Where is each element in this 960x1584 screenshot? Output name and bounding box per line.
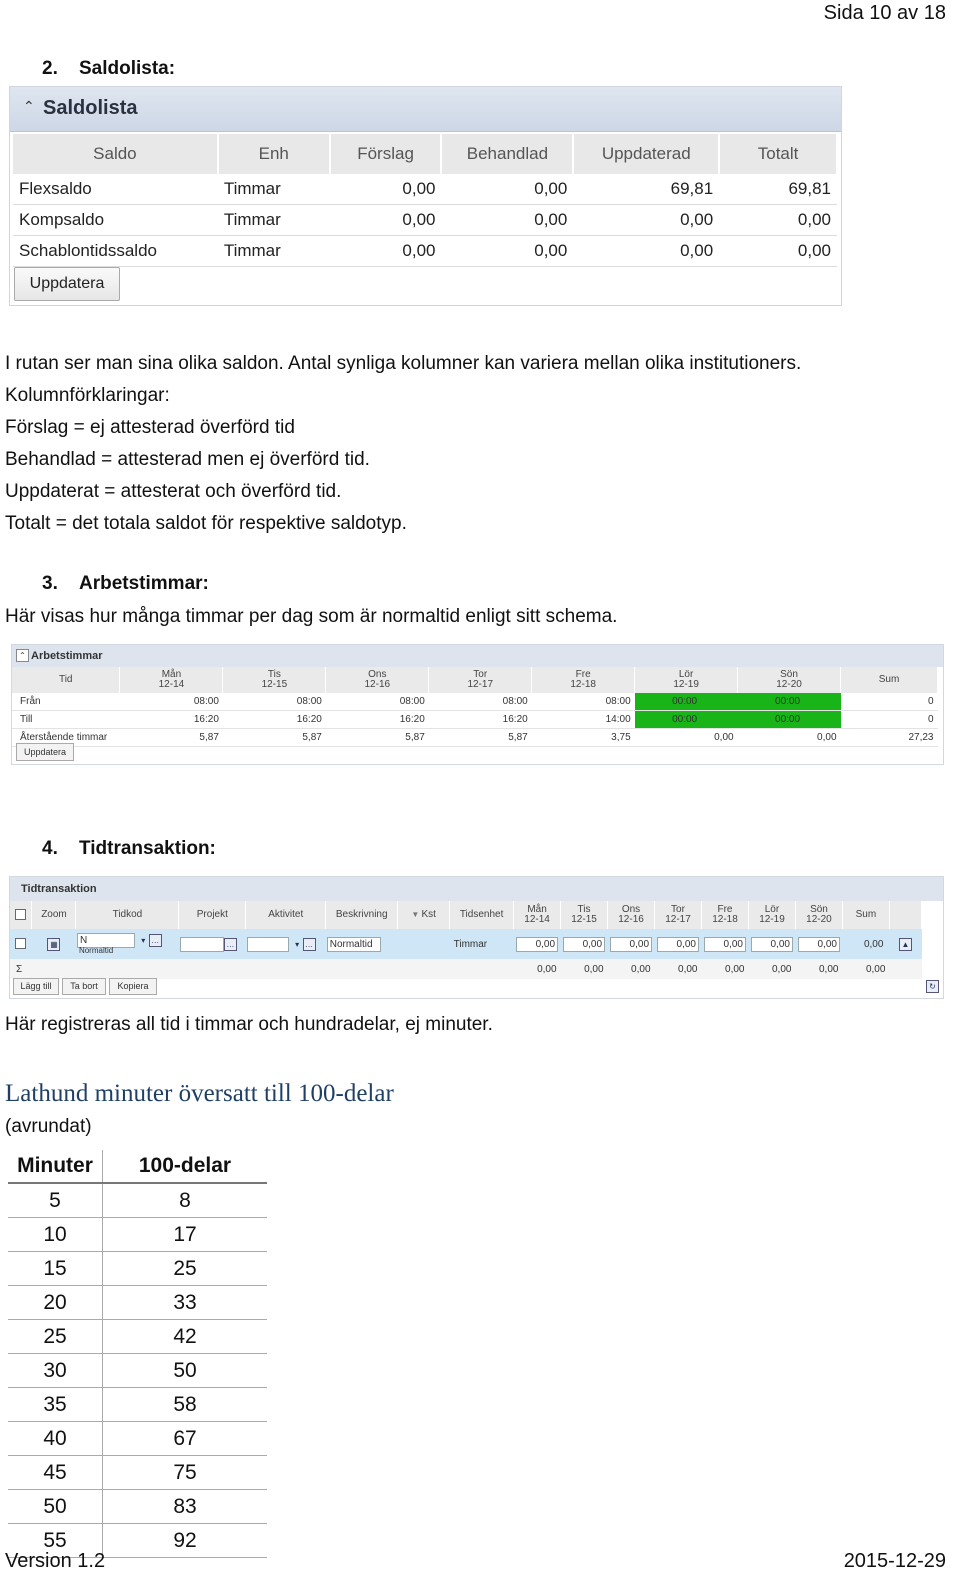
table-cell: 40 xyxy=(8,1422,103,1456)
refresh-icon[interactable]: ↻ xyxy=(926,980,939,993)
empty-cell xyxy=(32,959,76,979)
table-cell: Timmar xyxy=(218,174,330,205)
tidtransaktion-table xyxy=(10,901,922,979)
row-sum: 0,00 xyxy=(842,929,889,959)
section-2-title: Saldolista: xyxy=(79,58,176,79)
date-label: 12-16 xyxy=(364,679,391,690)
lookup-icon[interactable]: … xyxy=(149,934,162,947)
day-column-header xyxy=(841,667,938,693)
date-label: 12-16 xyxy=(618,914,644,925)
date-label: 12-14 xyxy=(524,914,550,925)
lathund-title: Lathund minuter översatt till 100-delar xyxy=(5,1080,394,1107)
column-header[interactable] xyxy=(32,901,76,929)
table-cell: 0,00 xyxy=(330,174,442,205)
date-label: 12-19 xyxy=(759,914,785,925)
day-column-header xyxy=(532,667,635,693)
tidkod-input[interactable]: N xyxy=(77,933,135,948)
table-cell: 67 xyxy=(103,1422,268,1456)
uppdatera-button[interactable]: Uppdatera xyxy=(16,743,74,761)
table-cell: Timmar xyxy=(218,236,330,267)
spacer-header xyxy=(889,901,921,929)
zoom-icon[interactable]: ▦ xyxy=(47,938,60,951)
table-cell: 0,00 xyxy=(330,205,442,236)
column-header[interactable]: Enh xyxy=(218,134,330,174)
table-cell: Från xyxy=(12,693,120,711)
table-cell: 83 xyxy=(103,1490,268,1524)
day-label: Tis xyxy=(267,669,281,680)
footer-date: 2015-12-29 xyxy=(843,1550,946,1572)
table-cell: 35 xyxy=(8,1388,103,1422)
day-column-header xyxy=(120,667,223,693)
column-label: Projekt xyxy=(196,909,228,920)
empty-cell xyxy=(76,959,179,979)
ta-bort-button[interactable]: Ta bort xyxy=(62,978,106,995)
table-cell: Till xyxy=(12,711,120,729)
table-cell[interactable]: 16:20 xyxy=(429,711,532,729)
empty-cell xyxy=(450,959,514,979)
empty-cell xyxy=(246,959,326,979)
lagg-till-button[interactable]: Lägg till xyxy=(13,978,59,995)
date-label: 12-17 xyxy=(665,914,691,925)
table-cell: 0,00 xyxy=(738,729,841,747)
total-cell: 0,00 xyxy=(795,959,842,979)
day-column-header xyxy=(738,667,841,693)
minuter-header: Minuter xyxy=(8,1150,103,1183)
hours-input[interactable]: 0,00 xyxy=(751,937,793,952)
column-header[interactable]: Uppdaterad xyxy=(573,134,719,174)
day-column-header xyxy=(702,901,749,929)
table-cell: 8 xyxy=(103,1183,268,1218)
day-column-header xyxy=(655,901,702,929)
column-header[interactable]: Saldo xyxy=(13,134,218,174)
table-cell: Schablontidssaldo xyxy=(13,236,218,267)
total-cell: 0,00 xyxy=(702,959,749,979)
table-row xyxy=(8,1456,267,1490)
table-cell[interactable]: 08:00 xyxy=(429,693,532,711)
text-line: I rutan ser man sina olika saldon. Antal synliga kolumner kan variera mellan olika institutioners. xyxy=(5,353,802,374)
tidsenhet-cell: Timmar xyxy=(450,929,514,959)
table-cell: 0 xyxy=(841,693,938,711)
date-label: 12-20 xyxy=(776,679,802,690)
chevron-down-icon[interactable]: ▾ xyxy=(295,939,300,949)
total-cell: 0,00 xyxy=(655,959,702,979)
table-cell[interactable]: 16:20 xyxy=(326,711,429,729)
table-cell: 3,75 xyxy=(532,729,635,747)
empty-cell xyxy=(179,959,246,979)
day-label: Sön xyxy=(810,904,828,915)
table-cell: 5,87 xyxy=(326,729,429,747)
table-cell: 69,81 xyxy=(573,174,719,205)
day-label: Sön xyxy=(780,669,798,680)
table-row xyxy=(8,1218,267,1252)
hours-input[interactable]: 0,00 xyxy=(563,937,605,952)
table-cell: 17 xyxy=(103,1218,268,1252)
column-header[interactable] xyxy=(179,901,246,929)
table-cell: 0,00 xyxy=(441,236,573,267)
aktivitet-input[interactable] xyxy=(247,937,289,952)
tidtransaktion-title: Tidtransaktion xyxy=(21,883,97,895)
date-label: 12-15 xyxy=(571,914,597,925)
table-row[interactable] xyxy=(13,205,837,236)
day-label: Fre xyxy=(575,669,591,680)
column-label: Kst xyxy=(421,909,436,920)
table-cell: Återstående timmar xyxy=(12,729,120,747)
day-column-header xyxy=(429,667,532,693)
totals-row xyxy=(10,959,922,979)
date-label: 12-14 xyxy=(158,679,185,690)
table-cell: 5,87 xyxy=(223,729,326,747)
table-cell: 42 xyxy=(103,1320,268,1354)
day-column-header xyxy=(795,901,842,929)
table-cell: 0,00 xyxy=(719,205,837,236)
day-label: Mån xyxy=(161,669,182,680)
table-cell: 0,00 xyxy=(573,236,719,267)
date-label: 12-18 xyxy=(712,914,738,925)
table-row xyxy=(8,1286,267,1320)
table-row xyxy=(12,729,938,747)
column-label: Tidkod xyxy=(112,909,143,920)
table-cell: 58 xyxy=(103,1388,268,1422)
text-line: Totalt = det totala saldot för respektive saldotyp. xyxy=(5,513,407,534)
day-label: Tor xyxy=(473,669,488,680)
table-cell[interactable]: 00:00 xyxy=(635,693,738,711)
empty-cell xyxy=(326,959,398,979)
table-row xyxy=(12,711,938,729)
column-explanations xyxy=(5,348,801,540)
table-row xyxy=(8,1252,267,1286)
table-cell: 75 xyxy=(103,1456,268,1490)
day-label: Ons xyxy=(621,904,641,915)
lathund-subtitle: (avrundat) xyxy=(5,1116,92,1137)
table-row xyxy=(8,1354,267,1388)
section-3-text: Här visas hur många timmar per dag som är normaltid enligt sitt schema. xyxy=(5,606,618,627)
day-label: Tor xyxy=(671,904,685,915)
day-label: Tid xyxy=(58,674,73,685)
table-cell[interactable]: 00:00 xyxy=(738,711,841,729)
column-header[interactable] xyxy=(326,901,398,929)
table-cell: Timmar xyxy=(218,205,330,236)
section-4-number: 4. xyxy=(42,838,58,859)
saldolista-table xyxy=(13,134,838,267)
table-cell[interactable]: 08:00 xyxy=(223,693,326,711)
total-cell: 0,00 xyxy=(514,959,561,979)
lookup-icon[interactable]: … xyxy=(224,938,237,951)
arbetstimmar-table xyxy=(12,667,938,747)
column-header[interactable] xyxy=(398,901,450,929)
table-cell[interactable]: 08:00 xyxy=(326,693,429,711)
page-number: Sida 10 av 18 xyxy=(823,2,946,24)
sum-header: Sum xyxy=(842,901,889,929)
text-line: Förslag = ej attesterad överförd tid xyxy=(5,417,295,438)
section-2-number: 2. xyxy=(42,58,58,79)
table-cell: 30 xyxy=(8,1354,103,1388)
arbetstimmar-panel xyxy=(11,644,944,765)
column-label: Aktivitet xyxy=(268,909,304,920)
section-4-text: Här registreras all tid i timmar och hundradelar, ej minuter. xyxy=(5,1014,493,1035)
kopiera-button[interactable]: Kopiera xyxy=(109,978,157,995)
saldolista-header[interactable] xyxy=(10,87,841,132)
table-cell: 27,23 xyxy=(841,729,938,747)
arbetstimmar-header[interactable] xyxy=(12,645,943,667)
saldolista-panel xyxy=(9,86,842,306)
table-cell: 69,81 xyxy=(719,174,837,205)
hours-input[interactable]: 0,00 xyxy=(704,937,746,952)
tidkod-hint: Normaltid xyxy=(78,946,114,955)
table-cell: 20 xyxy=(8,1286,103,1320)
date-label: 12-20 xyxy=(806,914,832,925)
total-cell: 0,00 xyxy=(608,959,655,979)
column-header[interactable] xyxy=(76,901,179,929)
empty-cell xyxy=(889,959,921,979)
section-4-title: Tidtransaktion: xyxy=(79,838,216,859)
select-all-header xyxy=(10,901,32,929)
table-cell: 0,00 xyxy=(441,205,573,236)
day-label: Lör xyxy=(764,904,780,915)
table-cell[interactable]: 14:00 xyxy=(532,711,635,729)
column-label: Zoom xyxy=(41,909,67,920)
hours-input[interactable]: 0,00 xyxy=(610,937,652,952)
table-row xyxy=(8,1320,267,1354)
table-cell[interactable]: 00:00 xyxy=(635,711,738,729)
table-cell: 0 xyxy=(841,711,938,729)
table-cell: 50 xyxy=(8,1490,103,1524)
text-line: Kolumnförklaringar: xyxy=(5,385,170,406)
table-cell[interactable]: 00:00 xyxy=(738,693,841,711)
date-label: 12-17 xyxy=(467,679,494,690)
text-line: Behandlad = attesterad men ej överförd tid. xyxy=(5,449,370,470)
date-label: 12-18 xyxy=(570,679,596,690)
hundradelar-header: 100-delar xyxy=(103,1150,268,1183)
hours-input[interactable]: 0,00 xyxy=(657,937,699,952)
day-column-header xyxy=(514,901,561,929)
collapse-icon[interactable]: ⌃ xyxy=(16,649,29,662)
table-cell: 5,87 xyxy=(120,729,223,747)
total-cell: 0,00 xyxy=(748,959,795,979)
table-cell[interactable]: 08:00 xyxy=(532,693,635,711)
table-cell: 33 xyxy=(103,1286,268,1320)
beskrivning-input[interactable]: Normaltid xyxy=(327,937,381,952)
table-cell: 45 xyxy=(8,1456,103,1490)
table-cell: 25 xyxy=(103,1252,268,1286)
table-cell: 5 xyxy=(8,1183,103,1218)
table-row xyxy=(12,693,938,711)
scroll-up-icon[interactable]: ▲ xyxy=(899,938,912,951)
table-row[interactable] xyxy=(13,174,837,205)
table-cell[interactable]: 16:20 xyxy=(223,711,326,729)
table-cell: 25 xyxy=(8,1320,103,1354)
table-row xyxy=(8,1422,267,1456)
table-cell: 0,00 xyxy=(719,236,837,267)
table-cell: 0,00 xyxy=(441,174,573,205)
total-cell: 0,00 xyxy=(842,959,889,979)
day-label: Tis xyxy=(577,904,591,915)
chevron-down-icon[interactable]: ▾ xyxy=(141,936,146,945)
column-header[interactable] xyxy=(246,901,326,929)
footer-version: Version 1.2 xyxy=(5,1550,106,1572)
saldolista-title: Saldolista xyxy=(43,97,138,119)
lathund-table xyxy=(8,1150,267,1558)
table-row xyxy=(8,1490,267,1524)
table-cell: Kompsaldo xyxy=(13,205,218,236)
hours-input[interactable]: 0,00 xyxy=(516,937,558,952)
day-column-header xyxy=(608,901,655,929)
day-label: Mån xyxy=(527,904,547,915)
day-column-header xyxy=(12,667,120,693)
uppdatera-button[interactable]: Uppdatera xyxy=(14,267,120,301)
column-label: Tidsenhet xyxy=(459,909,504,920)
date-label: 12-19 xyxy=(673,679,699,690)
total-cell: 0,00 xyxy=(561,959,608,979)
column-header[interactable] xyxy=(450,901,514,929)
table-row xyxy=(8,1183,267,1218)
collapse-icon[interactable]: ⌃ xyxy=(23,98,35,114)
table-row xyxy=(8,1388,267,1422)
table-cell[interactable]: 08:00 xyxy=(120,693,223,711)
day-column-header xyxy=(561,901,608,929)
date-label: 12-15 xyxy=(261,679,288,690)
table-cell: 50 xyxy=(103,1354,268,1388)
table-cell: Flexsaldo xyxy=(13,174,218,205)
sigma-label: Σ xyxy=(10,959,32,979)
day-column-header xyxy=(748,901,795,929)
hours-input[interactable]: 0,00 xyxy=(798,937,840,952)
section-3-number: 3. xyxy=(42,573,58,594)
column-header[interactable]: Förslag xyxy=(330,134,442,174)
table-cell: 0,00 xyxy=(330,236,442,267)
arbetstimmar-title: Arbetstimmar xyxy=(31,650,103,662)
day-label: Lör xyxy=(678,669,694,680)
table-cell: 15 xyxy=(8,1252,103,1286)
projekt-input[interactable] xyxy=(180,937,224,952)
table-cell: 55 xyxy=(8,1524,103,1558)
table-cell[interactable]: 16:20 xyxy=(120,711,223,729)
text-line: Uppdaterat = attesterat och överförd tid. xyxy=(5,481,342,502)
section-3-title: Arbetstimmar: xyxy=(79,573,209,594)
day-column-header xyxy=(635,667,738,693)
sort-down-icon: ▼ xyxy=(411,910,422,919)
column-label: Beskrivning xyxy=(335,909,388,920)
table-cell: 0,00 xyxy=(635,729,738,747)
table-cell: 10 xyxy=(8,1218,103,1252)
transaction-row xyxy=(10,929,922,959)
column-header[interactable]: Totalt xyxy=(719,134,837,174)
row-checkbox[interactable] xyxy=(15,938,26,949)
day-column-header xyxy=(326,667,429,693)
day-label: Fre xyxy=(717,904,733,915)
tidtransaktion-panel xyxy=(9,876,944,999)
column-header[interactable]: Behandlad xyxy=(441,134,573,174)
lookup-icon[interactable]: … xyxy=(303,938,316,951)
table-cell: 0,00 xyxy=(573,205,719,236)
table-row[interactable] xyxy=(13,236,837,267)
day-label: Sum xyxy=(878,674,900,685)
empty-cell xyxy=(398,959,450,979)
table-cell: 5,87 xyxy=(429,729,532,747)
day-label: Ons xyxy=(368,669,387,680)
table-cell: 92 xyxy=(103,1524,268,1558)
day-column-header xyxy=(223,667,326,693)
select-all-checkbox[interactable] xyxy=(15,909,26,920)
